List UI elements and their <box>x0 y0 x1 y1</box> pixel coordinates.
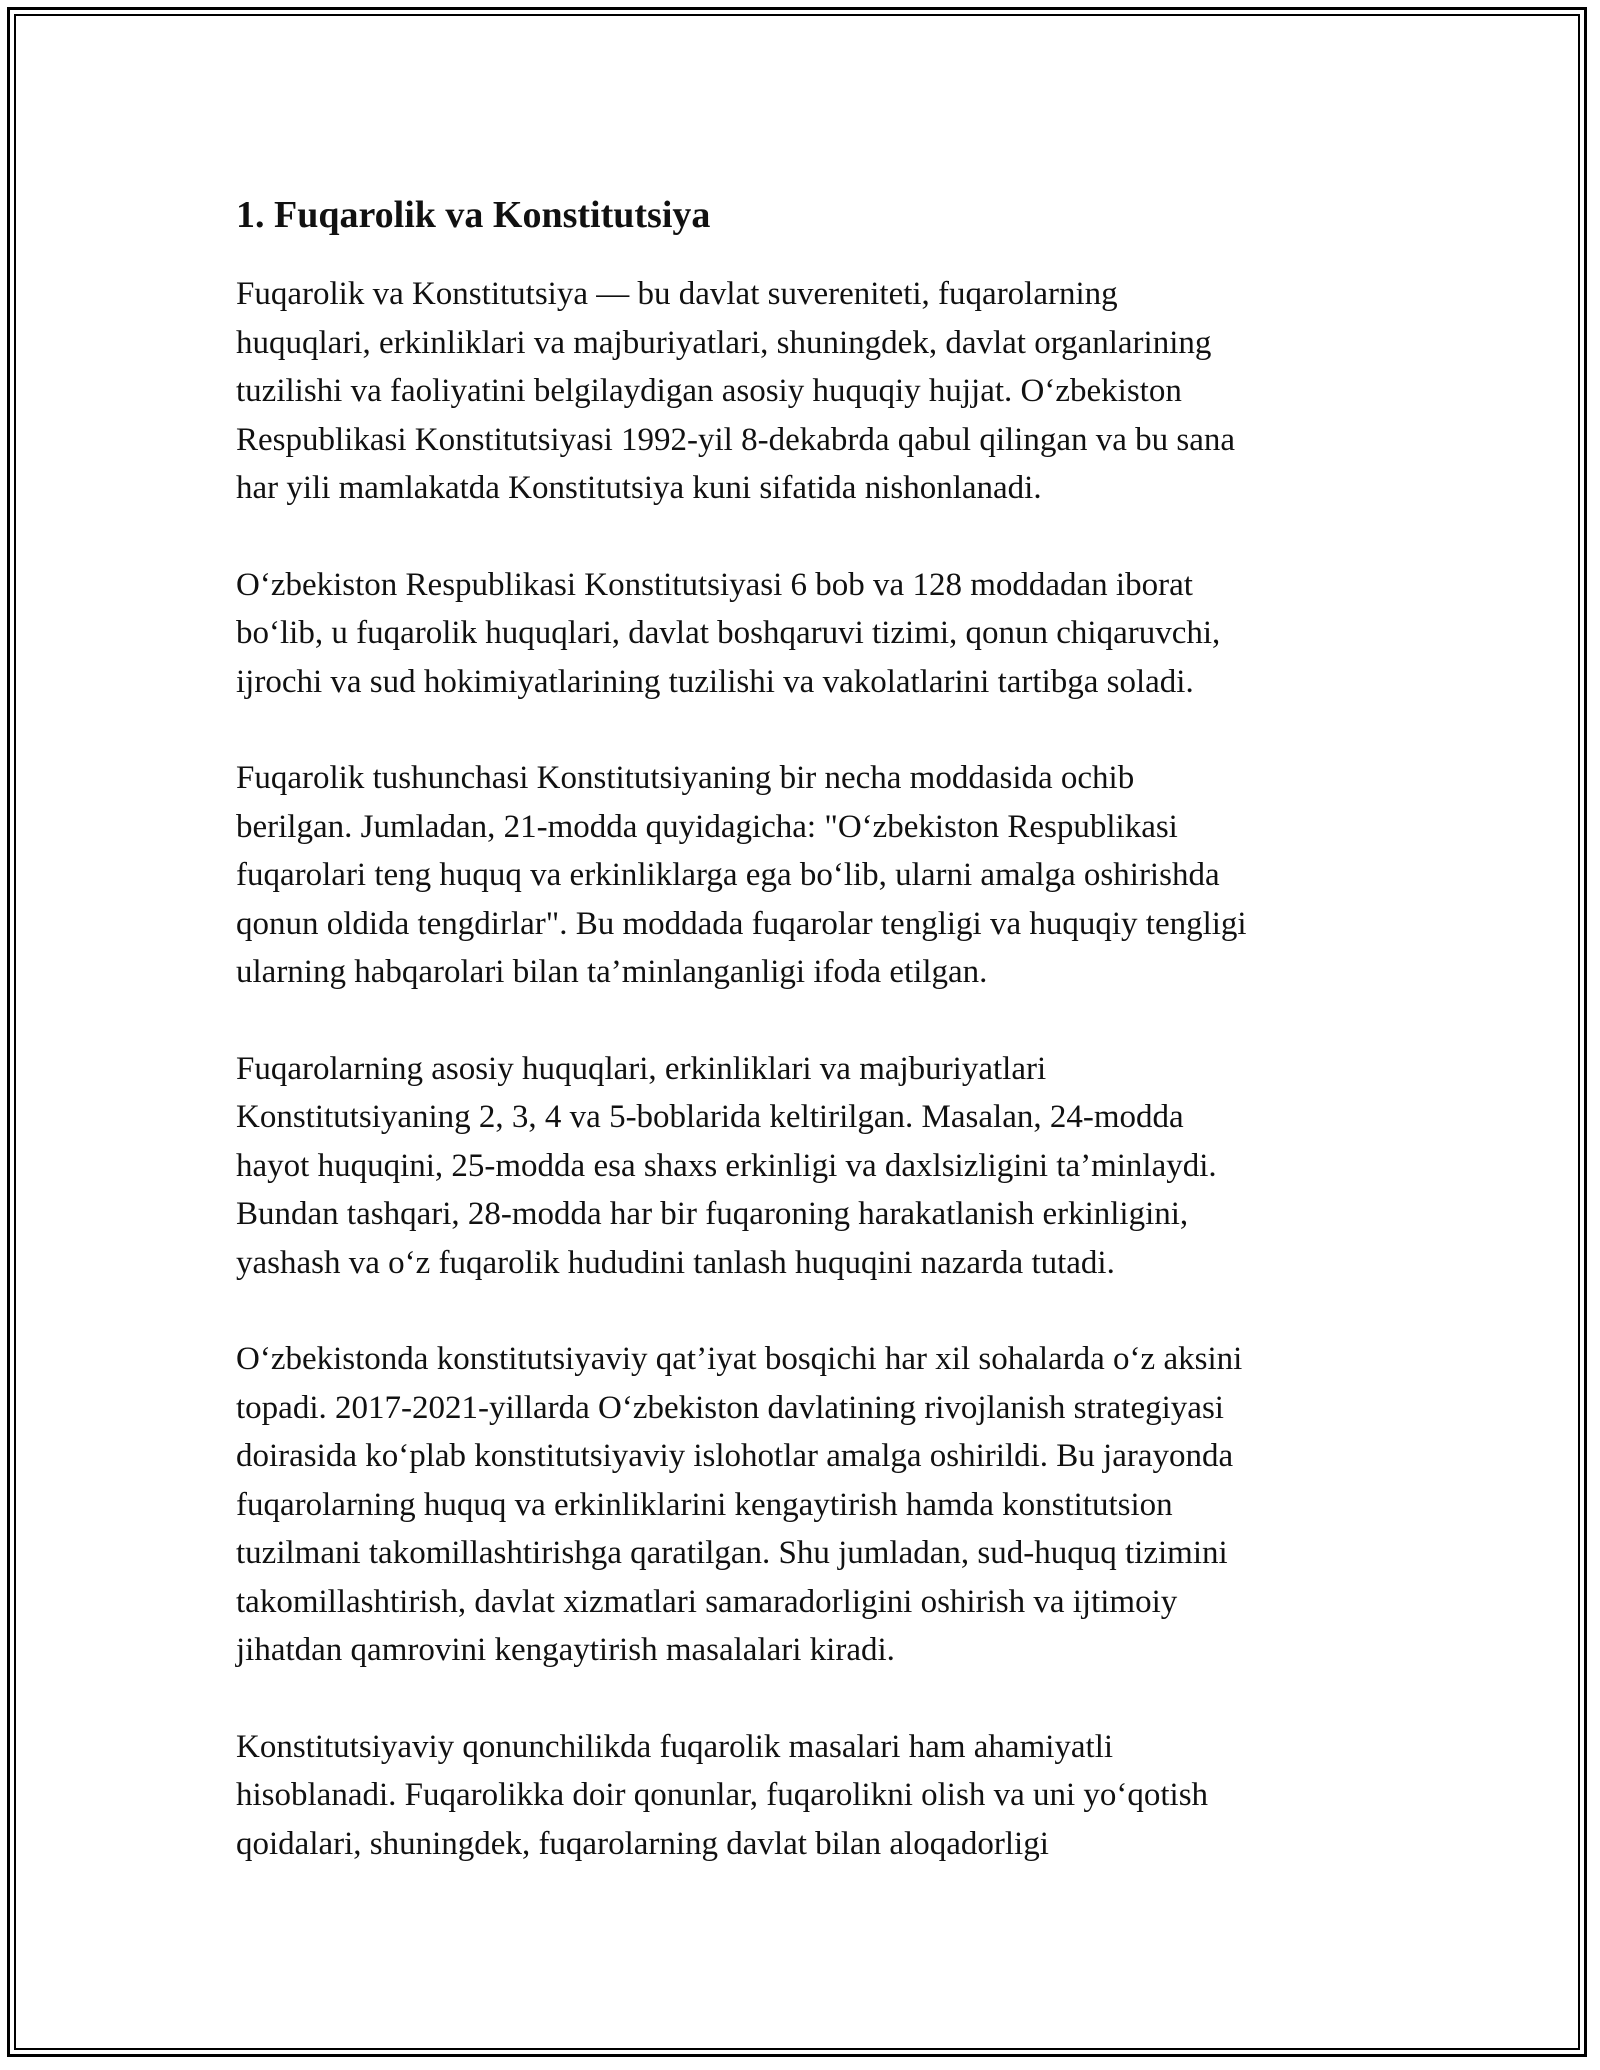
document-body <box>236 186 1376 1916</box>
paragraph-citizenship-concept: Fuqarolik tushunchasi Konstitutsiyaning bir necha moddasida ochib berilgan. Jumladan, 21-modda quyidagicha: "O‘zbekiston Respublikasi fuqarolari teng huquq va erkinliklarga ega bo‘lib, ularni amalga oshirishda qonun oldida tengdirlar". Bu moddada fuqarolar tengligi va huquqiy tengligi ularning habqarolari bilan ta’minlanganligi ifoda etilgan. <box>236 760 1247 990</box>
paragraph-definition: Fuqarolik va Konstitutsiya — bu davlat suvereniteti, fuqarolarning huquqlari, erkinliklari va majburiyatlari, shuningdek, davlat organlarining tuzilishi va faoliyatini belgilaydigan asosiy huquqiy hujjat. O‘zbekiston Respublikasi Konstitutsiyasi 1992-yil 8-dekabrda qabul qilingan va bu sana har yili mamlakatda Konstitutsiya kuni sifatida nishonlanadi. <box>236 276 1236 506</box>
paragraph-structure: O‘zbekiston Respublikasi Konstitutsiyasi 6 bob va 128 moddadan iborat bo‘lib, u fuqarolik huquqlari, davlat boshqaruvi tizimi, qonun chiqaruvchi, ijrochi va sud hokimiyatlarining tuzilishi va vakolatlarini tartibga soladi. <box>236 566 1221 700</box>
paragraph-reforms: O‘zbekistonda konstitutsiyaviy qat’iyat bosqichi har xil sohalarda o‘z aksini topadi. 2017-2021-yillarda O‘zbekiston davlatining rivojlanish strategiyasi doirasida ko‘plab konstitutsiyaviy islohotlar amalga oshirildi. Bu jarayonda fuqarolarning huquq va erkinliklarini kengaytirish hamda konstitutsion tuzilmani takomillashtirishga qaratilgan. Shu jumladan, sud-huquq tizimini takomillashtirish, davlat xizmatlari samaradorligini oshirish va ijtimoiy jihatdan qamrovini kengaytirish masalalari kiradi. <box>236 1341 1243 1668</box>
paragraph-legislation: Konstitutsiyaviy qonunchilikda fuqarolik masalari ham ahamiyatli hisoblanadi. Fuqarolikka doir qonunlar, fuqarolikni olish va uni yo‘qotish qoidalari, shuningdek, fuqarolarning davlat bilan aloqadorligi <box>236 1728 1209 1862</box>
document-title: 1. Fuqarolik va Konstitutsiya <box>236 194 711 236</box>
paragraph-basic-rights: Fuqarolarning asosiy huquqlari, erkinliklari va majburiyatlari Konstitutsiyaning 2, 3, 4 va 5-boblarida keltirilgan. Masalan, 24-modda hayot huquqini, 25-modda esa shaxs erkinligi va daxlsizligini ta’minlaydi. Bundan tashqari, 28-modda har bir fuqaroning harakatlanish erkinligini, yashash va o‘z fuqarolik hududini tanlash huquqini nazarda tutadi. <box>236 1050 1217 1281</box>
